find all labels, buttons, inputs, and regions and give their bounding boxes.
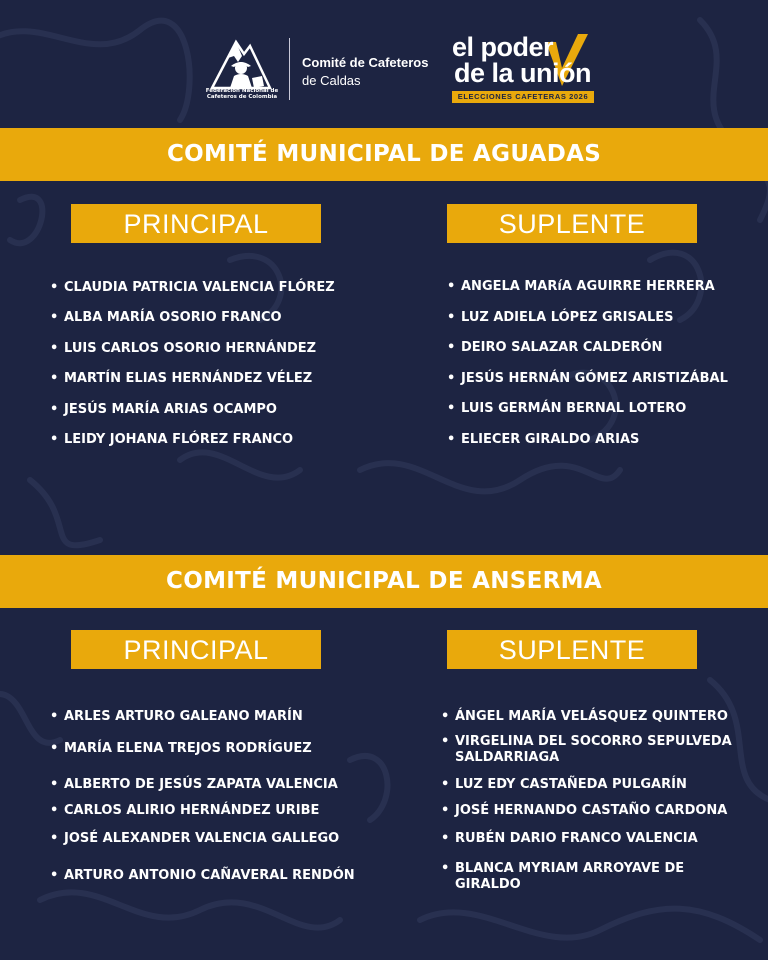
header-divider bbox=[289, 38, 290, 100]
election-brand bbox=[452, 34, 596, 106]
org-name-line1: Comité de Cafeteros bbox=[302, 55, 429, 70]
section-title-aguadas: COMITÉ MUNICIPAL DE AGUADAS bbox=[0, 128, 768, 181]
list-item: • ALBERTO DE JESÚS ZAPATA VALENCIA bbox=[50, 777, 338, 793]
list-item: • DEIRO SALAZAR CALDERÓN bbox=[447, 340, 662, 356]
brand-line1: el poder bbox=[452, 32, 554, 62]
principal-label-aguadas: PRINCIPAL bbox=[71, 204, 321, 243]
org-name-line2: de Caldas bbox=[302, 73, 361, 88]
list-item: • LUIS GERMÁN BERNAL LOTERO bbox=[447, 401, 686, 417]
list-item: • LUZ EDY CASTAÑEDA PULGARÍN bbox=[441, 777, 687, 793]
list-item: • JESÚS MARÍA ARIAS OCAMPO bbox=[50, 402, 277, 418]
list-item: • LUIS CARLOS OSORIO HERNÁNDEZ bbox=[50, 341, 316, 357]
suplente-label-anserma: SUPLENTE bbox=[447, 630, 697, 669]
list-item: • BLANCA MYRIAM ARROYAVE DE GIRALDO bbox=[441, 861, 731, 893]
suplente-label-aguadas: SUPLENTE bbox=[447, 204, 697, 243]
list-item: • JOSÉ ALEXANDER VALENCIA GALLEGO bbox=[50, 831, 339, 847]
list-item: • ANGELA MARíA AGUIRRE HERRERA bbox=[447, 279, 715, 295]
list-item: • MARÍA ELENA TREJOS RODRÍGUEZ bbox=[50, 741, 312, 757]
list-item: • ARTURO ANTONIO CAÑAVERAL RENDÓN bbox=[50, 868, 355, 884]
list-item: • CLAUDIA PATRICIA VALENCIA FLÓREZ bbox=[50, 280, 335, 296]
header bbox=[0, 32, 768, 108]
list-item: • LUZ ADIELA LÓPEZ GRISALES bbox=[447, 310, 673, 326]
section-title-anserma: COMITÉ MUNICIPAL DE ANSERMA bbox=[0, 555, 768, 608]
list-item: • ALBA MARÍA OSORIO FRANCO bbox=[50, 310, 282, 326]
list-item: • JESÚS HERNÁN GÓMEZ ARISTIZÁBAL bbox=[447, 371, 728, 387]
list-item: • RUBÉN DARIO FRANCO VALENCIA bbox=[441, 831, 698, 847]
list-item: • ÁNGEL MARÍA VELÁSQUEZ QUINTERO bbox=[441, 709, 728, 725]
list-item: • CARLOS ALIRIO HERNÁNDEZ URIBE bbox=[50, 803, 319, 819]
fnc-caption: Federación Nacional de Cafeteros de Colombia bbox=[205, 88, 279, 100]
list-item: • MARTÍN ELIAS HERNÁNDEZ VÉLEZ bbox=[50, 371, 312, 387]
principal-label-anserma: PRINCIPAL bbox=[71, 630, 321, 669]
brand-bar: ELECCIONES CAFETERAS 2026 bbox=[452, 91, 594, 103]
list-item: • ELIECER GIRALDO ARIAS bbox=[447, 432, 639, 448]
list-item: • JOSÉ HERNANDO CASTAÑO CARDONA bbox=[441, 803, 727, 819]
org-name bbox=[302, 54, 428, 90]
list-item: • LEIDY JOHANA FLÓREZ FRANCO bbox=[50, 432, 293, 448]
list-item: • ARLES ARTURO GALEANO MARÍN bbox=[50, 709, 303, 725]
brand-line2: de la unión bbox=[454, 58, 592, 88]
list-item: • VIRGELINA DEL SOCORRO SEPULVEDA SALDARRIAGA bbox=[441, 734, 761, 766]
